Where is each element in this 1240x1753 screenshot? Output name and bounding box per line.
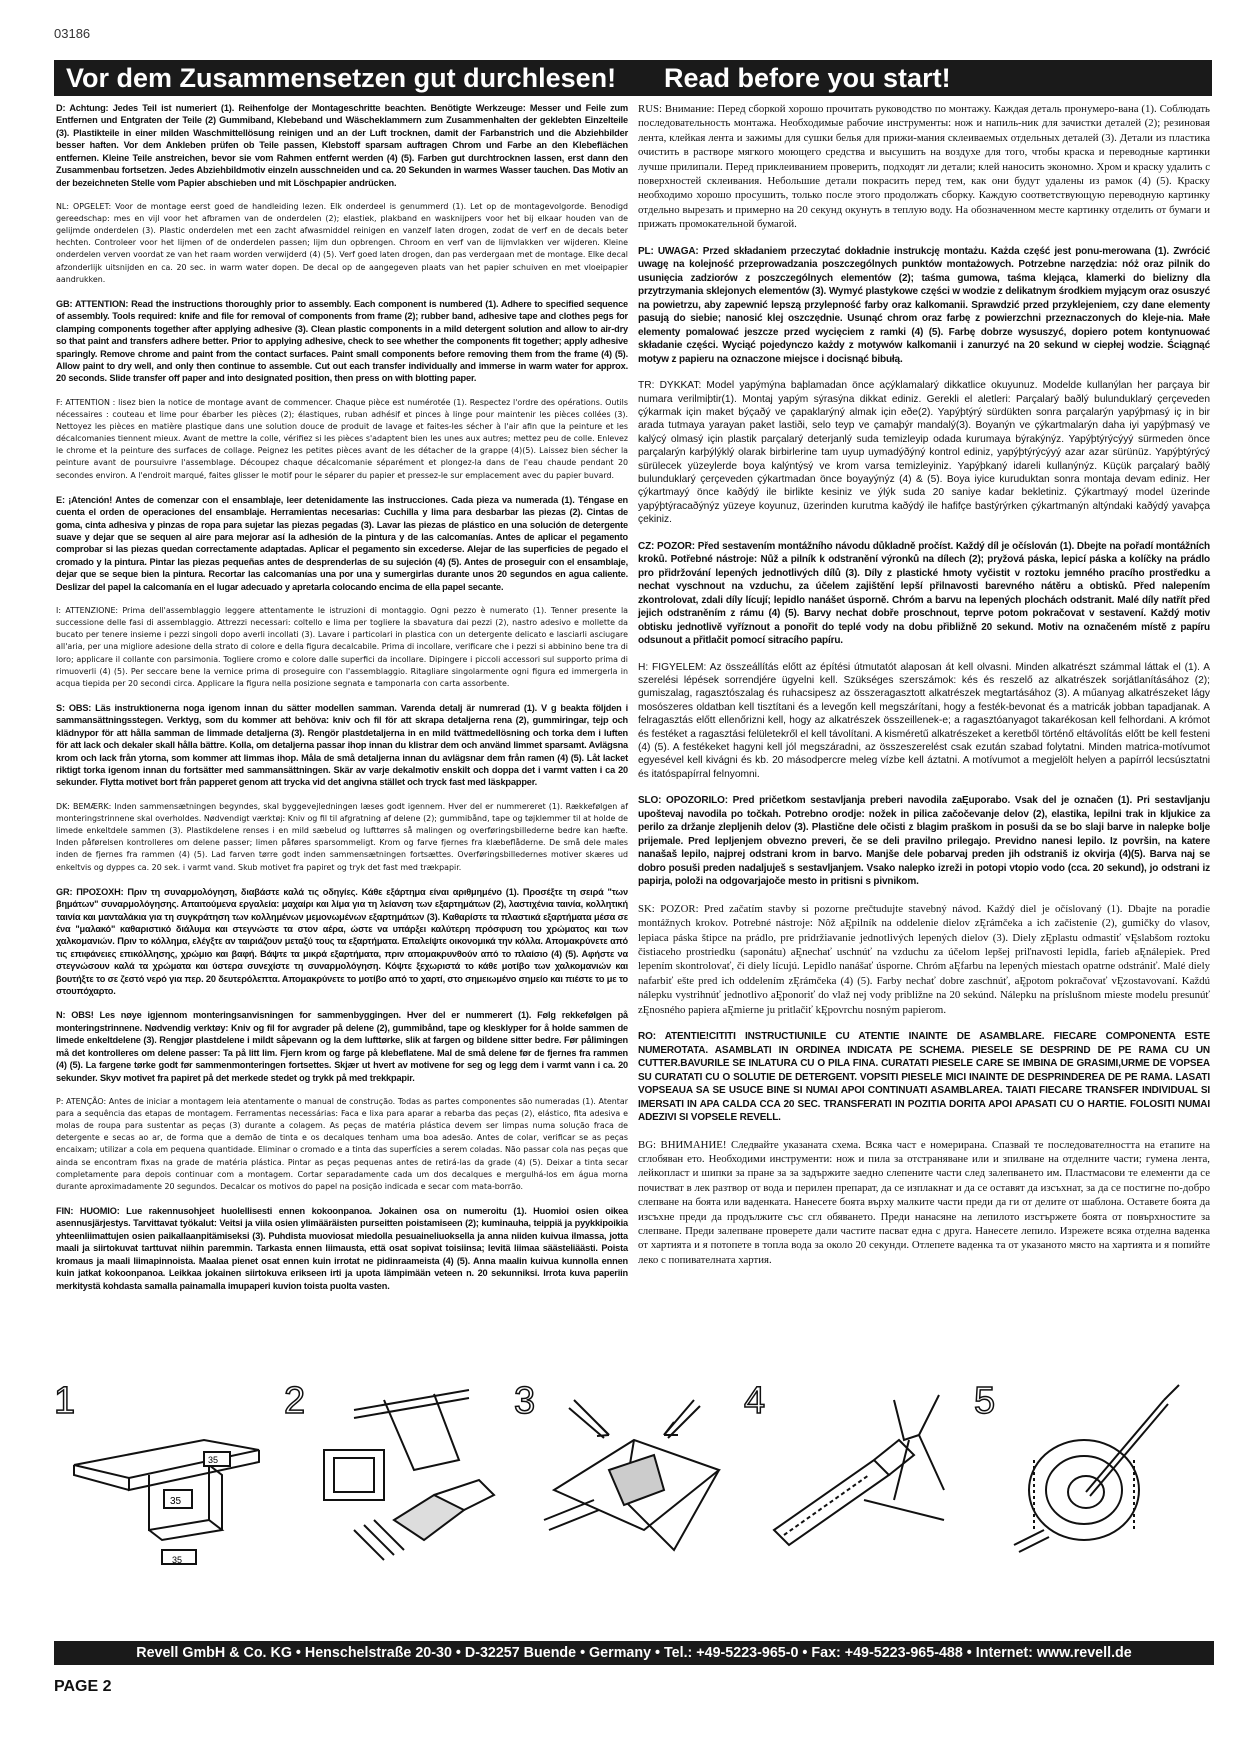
instructions-cz: CZ: POZOR: Před sestavením montážního návodu důkladně pročíst. Každý díl je očíslován (1). Dbejte na pořadí montážních kroků. Potřebné nástroje: Nůž a pilník k odstranění výronků na dílech (2); pryžová páska, lepicí páska a kolíčky na prádlo pro přidržování lepených jednotlivých dílů (3). Díly z plastické hmoty vyčistit v roztoku jemného pracího prostředku a nechat vyschnout na vzduchu, za účelem zajištění lepší přilnavosti barevného nátěru a obtisků. Před nalepením zkontrolovat, zdali díly lícují; lepidlo nanášet úsporně. Chróm a barvu na lepených plochách odstranit. Malé díly natřít před jejich odstraněním z rámu (4) (5). Barvy nechat dobře proschnout, teprve potom pokračovat v sestavení. Každý motiv obtisku jednotlivě vyříznout a ponořit do teplé vody na dobu přibližně 20 sekund. Motiv na označeném místě z papíru odsunout a přitlačit pomocí sitracího papíru. xyxy=(638,540,1210,647)
paint-brush-icon xyxy=(744,1380,964,1565)
step-2 xyxy=(284,1380,484,1560)
instructions-h: H: FIGYELEM: Az összeállítás előtt az építési útmutatót alaposan át kell olvasni. Minden alkatrészt számmal láttak el (1). A szerelési lépések sorrendjére ügyelni kell. Szükséges szerszámok: kés és reszelő az alkatrészek sorjátlanításához (2); gumiszalag, ragasztószalag és ruhacsipesz az összeragasztott alkatrészek megtartásához (3). A műanyag alkatrészeket lágy mosószeres oldatban kell tisztítani és a levegőn kell megszárítani, hogy a festék-bevonat és a matricák jobban tapadjanak. A felragasztás előtt ellenőrizni kell, hogy az alkatrészek összeillenek-e; a ragasztóanyagot takarékosan kell felhordani. A krómot és festéket a ragasztási felületekről el kell távolítani. A kisméretű alkatrészeket a keretből történő eltávolítás előtt be kell festeni (4) (5). A festékeket hagyni kell jól megszáradni, az összeszerelést csak ezután szabad folytatni. Minden matrica-motívumot egyesével kell kivágni és kb. 20 másodpercre meleg vízbe kell áztatni. A motívumot a megjelölt helyen a papírról lecsúsztatni és itatóspapírral felnyomni. xyxy=(638,661,1210,780)
step-number: 2 xyxy=(284,1380,306,1422)
instructions-n: N: OBS! Les nøye igjennom monteringsanvisningen for sammenbyggingen. Hver del er nummerert (1). Følg rekkefølgen på monteringstrinnene. Nødvendig verktøy: Kniv og fil for avgrader på delene (2), gummibånd, tape og klesklyper for å holde sammen de limede enkeltdelene (3). Rengjør plastdelene i mildt såpevann og la dem lufttørke, slik at fargen og bildene sitter bedre. Før pålimingen må det kontrolleres om delene passer: Ta på litt lim. Fjern krom og farge på klebeflatene. Mal de små delene før de fjernes fra rammen (4) (5). La fargene tørke godt før sammenmonteringen fortsettes. Skjær ut hvert av motivene for seg og legg dem i varmt vann i ca. 20 sekunder. Skyv motivet fra papiret på det merkede stedet og trykk på med trekkpapir. xyxy=(56,1010,628,1083)
instructions-gr: GR: ΠΡΟΣΟΧΗ: Πριν τη συναρμολόγηση, διαβάστε καλά τις οδηγίες. Κάθε εξάρτημα είναι αριθμημένο (1). Προσέξτε τη σειρά "των βημάτων" συναρμολόγησης. Απαιτούμενα εργαλεία: μαχαίρι και λίμα για τη λείανση των εξαρτημάτων (2), λαστιχένια ταινία, κολλητική ταινία και μανταλάκια για τη συγκράτηση των κολλημένων μεμονωμένων εξαρτημάτων (3). Καθαρίστε τα πλαστικά εξαρτήματα μέσα σε ένα "μαλακό" καθαριστικό διάλυμα και στεγνώστε τα στον αέρα, ώστε να υπάρξει καλύτερη πρόσφυση του χρώματος και των χαλκομανιών. Πριν το κόλλημα, ελέγξτε αν ταιριάζουν μεταξύ τους τα εξαρτήματα. Επαλείψτε οικονομικά την κόλλα. Απομακρύνετε από τις επιφάνειες επικόλλησης, χρώμιο και βαφή. Βάψτε τα μικρά εξαρτήματα, πριν απομακρυνθούν από το πλαίσιο (4) (5). Αφήστε να στεγνώσουν καλά τα χρώματα και ύστερα συνεχίστε τη συναρμολόγηση. Κόψτε ξεχωριστά το κάθε μοτίβο των χαλκομανιών και βουτήξτε το σε ζεστό νερό για περ. 20 δευτερόλεπτα. Απομακρύνετε το μοτίβο από το χαρτί, στο σημειωμένο σημείο και πιέστε το με το στουπόχαρτο. xyxy=(56,886,628,997)
step-5 xyxy=(974,1380,1174,1560)
step-number: 3 xyxy=(514,1380,536,1422)
brush-painting-icon xyxy=(974,1380,1204,1565)
left-column xyxy=(56,102,628,1304)
instructions-de: D: Achtung: Jedes Teil ist numeriert (1). Reihenfolge der Montageschritte beachten. Benötigte Werkzeuge: Messer und Feile zum Entfernen und Entgraten der Teile (2) Gummiband, Klebeband und Wäscheklammern zum Zusammenhalten der geklebten Einzelteile (3). Plastikteile in einer milden Waschmittellösung reinigen und an der Luft trocknen, damit der Farbanstrich und die Abziehbilder besser haften. Vor dem Ankleben prüfen ob Teile passen, Klebstoff sparsam auftragen Chrom und Farbe an den Klebeflächen entfernen. Kleine Teile anstreichen, bevor sie vom Rahmen entfernt werden (4) (5). Farben gut durchtrocknen lassen, erst dann den Zusammenbau fortsetzen. Jedes Abziehbildmotiv einzeln ausschneiden und ca. 20 Sekunden in warmes Wasser tauchen. Das Motiv an der bezeichneten Stelle vom Papier abschieben und mit Löschpapier andrücken. xyxy=(56,103,628,188)
header-left-title: Vor dem Zusammensetzen gut durchlesen! xyxy=(54,60,654,96)
step-1 xyxy=(54,1380,254,1565)
instructions-sk: SK: POZOR: Pred začatím stavby si pozorne prečtudujte stavebný návod. Každý diel je očíslovaný (1). Dbajte na poradie montážnych krokov. Potrebné nástroje: Nôž aĘpilník na oddelenie dielov zĘrámčeka a ich začistenie (2), gumičky do vlasov, lepiaca páska štipce na prádlo, pre pridržiavanie jednotlivých lepených dielov (3). Diely zĘplastu odmastiť vĘslabšom roztoku čistiaceho prostriedku (saponátu) aĘnechať uschnúť na vzduchu za účelom lepšej priľnavosti lepidla, farieb aĘnálepiek. Pred lepením skontrolovať, či diely lícujú. Lepidlo nanášať úsporne. Chróm aĘfarbu na lepených miestach opatrne odstrániť. Malé diely nafarbiť ešte pred ich oddelením zĘrámčeka (4) (5). Farby nechať dobre zaschnúť, aĘpotom pokračovať vĘzostavovaní. Každú nálepku vystrihnúť jednotlivo aĘponoriť do vlaž nej vody približne na 20 sekúnd. Nálepku na príslušnom mieste modelu presunúť zĘnosného papiera aĘmierne ju pritlačiť kĘpovrchu nosným papierom. xyxy=(638,902,1210,1016)
instructions-gb: GB: ATTENTION: Read the instructions thoroughly prior to assembly. Each component is numbered (1). Adhere to specified sequence of assembly. Tools required: knife and file for removal of components from frame (2); rubber band, adhesive tape and clothes pegs for clamping components together after applying adhesive (3). Clean plastic components in a mild detergent solution and allow to air-dry so that paint and transfers adhere better. Prior to applying adhesive, check to see whether the components fit together; apply adhesive sparingly. Remove chrome and paint from the contact surfaces. Paint small components before removing them from the frame (4) (5). Allow paint to dry well, and only then continue to assemble. Cut out each transfer individually and immerse in warm water for approx. 20 seconds. Slide transfer off paper and into designated position, then press on with blotting paper. xyxy=(56,298,628,384)
instructions-nl: NL: OPGELET: Voor de montage eerst goed de handleiding lezen. Elk onderdeel is genummerd (1). Let op de montagevolgorde. Benodigd gereedschap: mes en vijl voor het afbramen van de onderdelen (2); elastiek, plakband en wasknijpers voor het bij elkaar houden van de gelijmde onderdelen (3). Plastic onderdelen met een zacht afwasmiddel reinigen en vanzelf laten drogen, zodat de verf en de decals beter hechten. Controleer voor het lijmen of de onderdelen passen; lijm dun opbrengen. Chroom en verf van de lijmvlakken ver wijderen. Kleine onderdelen verven voordat ze van het raam worden verwijderd (4) (5). Verf goed laten drogen, dan pas verdergaan met de montage. Elke decal afzonderlijk uitsnijden en ca. 20 sec. in warm water dopen. De decal op de aangegeven plaats van het papier schuiven en met vloeipapier aandrukken. xyxy=(56,201,628,284)
instructions-f: F: ATTENTION : lisez bien la notice de montage avant de commencer. Chaque pièce est numérotée (1). Respectez l'ordre des opérations. Outils nécessaires : couteau et lime pour ébarber les pièces (2); élastiques, ruban adhésif et pinces à linge pour maintenir les pièces collées (3). Nettoyez les pièces en matière plastique dans une solution douce de produit de lavage et faites-les sécher à l'air afin que la peinture et les décalcomanies tiennent mieux. Avant de mettre la colle, vérifiez si les pièces s'adaptent bien les unes aux autres; mettez peu de colle. Enlevez le chrome et la peinture des surfaces de collage. Peignez les petites pièces avant de les détacher de la grappe (4)(5). Laissez bien sécher la peinture avant de poursuivre l'assemblage. Découpez chaque décalcomanie séparément et plongez-la dans de l'eau chaude pendant 20 secondes environ. A l'endroit marqué, faites glisser le motif pour le séparer du papier et pressez-le sur emplacement avec du papier buvard. xyxy=(56,397,628,480)
right-column xyxy=(638,102,1210,1280)
instructions-dk: DK: BEMÆRK: Inden sammensætningen begyndes, skal byggevejledningen læses godt igennem. Hver del er nummereret (1). Rækkefølgen af monteringstrinnene skal overholdes. Nødvendigt værktøj: Kniv og fil til afgratning af delene (2); gummibånd, tape og tøjklemmer til at holde de limede enkeltdele sammen (3). Plastikdelene renses i en mild sæbelud og lufttørres så malingen og overføringsbillederne bedre kan hæfte. Inden påførelsen kontrolleres om delene passer; limen påføres sparsommeligt. Krom og farve fjernes fra klæbeflåderne. De små dele males inden de fjernes fra rammen (4) (5). Lad farven tørre godt inden sammensætningen fortsættes. Overføringsbilledernes motiver skæres ud enkeltvis og dyppes ca. 20 sek. i varmt vand. Skub motivet fra papiret og tryk det fast med trækpapir. xyxy=(56,801,628,872)
instructions-slo: SLO: OPOZORILO: Pred pričetkom sestavljanja preberi navodila zaĘuporabo. Vsak del je označen (1). Pri sestavljanju upoštevaj navodila po točkah. Potrebno orodje: nožek in pilica začočevanje delov (2), elastika, lepilni trak in kljukice za perilo za držanje zlepljenih delov (3). Plastične dele očisti z blagim praškom in posuši da se bo slaji barve in nalepke bolje prijemale. Pred lepljenjem obvezno preveri, če se deli pravilno prilegajo. Previdno nanesi lepilo. Iz površin, na katere nanašaš lepilo, najprej odstrani krom in barvo. Manjše dele pobarvaj preden jih odstraniš iz okvirja (4)(5). Barva naj se dobro posuši preden nadaljuješ s sestavljanjem. Vsako nalepko izreži in potopi vtopio vodo (cca. 20 sekund), jo odstrani iz papirja, položi na odgovarjajoče mesto in pritisni s pivnikom. xyxy=(638,795,1210,888)
instructions-ro: RO: ATENTIE!CITITI INSTRUCTIUNILE CU ATENTIE INAINTE DE ASAMBLARE. FIECARE COMPONENTA ESTE NUMEROTATA. ASAMBLATI IN ORDINEA INDICATA PE SCHEMA. PIESELE SE DESPRIND DE PE RAMA CU UN CUTTER.BAVURILE SE INLATURA CU O PILA FINA. CURATATI PIESELE CARE SE IMBINA DE GRASIMI,URME DE VOPSEA SU CURATATI CU O SOLUTIE DE DETERGENT. VOPSITI PIESELE MICI INAINTE DE DESPRINDEREA DE PE RAMA. LASATI VOPSEAUA SA SE USUCE BINE SI NUMAI APOI CONTINUATI ASAMBLAREA. TAIATI FIECARE TRANSFER INDIVIDUAL SI IMERSATI IN APA CALDA CCA 20 SEC. TRANSFERATI IN POZITIA DORITA APOI APASATI CU O HARTIE. FOLOSITI NUMAI ADEZIVI SI VOPSELE REVELL. xyxy=(638,1031,1210,1124)
company-footer: Revell GmbH & Co. KG • Henschelstraße 20-30 • D-32257 Buende • Germany • Tel.: +49-5223-965-0 • Fax: +49-5223-965-488 • Internet: www.revell.de xyxy=(54,1641,1214,1665)
instructions-i: I: ATTENZIONE: Prima dell'assemblaggio leggere attentamente le istruzioni di montaggio. Ogni pezzo è numerato (1). Tenner presente la successione delle fasi di assemblaggio. Attrezzi necessari: coltello e lima per togliere la sbavatura dai pezzi (2), nastro adesivo e mollette da bucato per tenere insieme i pezzi singoli dopo averli incollati (3). Lavare i particolari in plastica con un detergente delicato e lasciarli asciugare all'aria, per una migliore adesione della strato di colore e della figura decalcabile. Prima di incollare, verificare che i pezzi si abbinino bene tra di loro; applicare il collante con parsimonia. Togliere cromo e colore dalle superfici da incollare. Dipingere i piccoli accessori sul supporto prima di rimuoverli (4) (5). Per seccare bene la vernice prima di proseguire con l'assemblaggio. Ritagliare singolarmente ogni figura ed immergerla in acqua tiepida per 20 secondi circa. Applicare la figura nella posizione segnata e tamponarla con carta assorbente. xyxy=(56,606,628,688)
knife-icon xyxy=(284,1380,504,1565)
header-right-title: Read before you start! xyxy=(652,60,1212,96)
numbered-part-illustration xyxy=(54,1380,274,1565)
clamp-icon xyxy=(514,1380,734,1565)
step-illustrations xyxy=(54,1380,1214,1570)
document-code: 03186 xyxy=(54,26,91,41)
instructions-e: E: ¡Atención! Antes de comenzar con el ensamblaje, leer detenidamente las instrucciones. Cada pieza va numerada (1). Téngase en cuenta el orden de operaciones del ensamblaje. Herramientas necesarias: Cuchilla y lima para desbarbar las piezas (2). Cintas de goma, cinta adhesiva y pinzas de ropa para sujetar las piezas pegadas (3). Lavar las piezas de plástico en una solución de detergente suave y dejar que se sequen al aire para mejorar así la adhesión de la pintura y de las calcomanías. Antes de aplicar el pegamento comprobar si las piezas quedan correctamente adaptadas. Aplicar el pegamento sin excederse. Alejar de las superficies de pegado el cromado y la pintura. Pintar las piezas pequeñas antes de desprenderlas de su sujeción (4) (5). Antes de proseguir con el ensamblaje, dejar que se seque bien la pintura. Recortar las calcomanías una por una y sumergirlas durante unos 20 segundos en agua caliente. Deslizar del papel la calcomanía en el lugar adecuado y apretarla colocando encima de ella papel secante. xyxy=(56,494,628,592)
instructions-bg: BG: ВНИМАНИЕ! Следвайте указаната схема. Всяка част е номерирана. Спазвай те последователността на етапите на сглобяван ето. Необходими инструменти: нож и пила за отстраняване или и зпилване на отделните части; гумена лента, лейкопласт и шипки за пране за за задържите заедно слепените части след залепването им. Пластмасови те елементи да се почистват в лек разтвор от вода и перилен препарат, да се изплакнат и да се оставят да изсъхнат, за да се постигне по-добро слепване на боята или ваденката. Нанесете боята върху малките части преди да ги от делите от шаблона. Оставете боята да изсъхне преди да продължите със сгл обяването. Преди нанасяне на лепилото изстържете боята от повърхностите за слепване. Преди залепване проверете дали частите пасват една с друга. Нанесете лепило. Изрежете всяка отделна ваденка от хартията и я потопете в топла вода за около 20 секунди. Отлепете ваденка та от указаното място на хартията и я попийте леко с попивателната хартия. xyxy=(638,1138,1210,1266)
page-number: PAGE 2 xyxy=(54,1678,112,1695)
part-number-label: 35 xyxy=(208,1455,219,1465)
part-number-label: 35 xyxy=(170,1496,182,1507)
step-4 xyxy=(744,1380,944,1560)
instructions-pl: PL: UWAGA: Przed składaniem przeczytać dokładnie instrukcję montażu. Każda część jest ponu-merowana (1). Zwrócić uwagę na kolejność przeprowadzania poszczególnych punktów montażowych. Potrzebne narzędzia: nóż oraz pilnik do usunięcia zadziorów z poszczególnych elementów (2); taśma gumowa, taśma klejąca, klamerki do bielizny dla przytrzymania sklejonych elementów (3). Wymyć plastykowe części w wodzie z delikatnym środkiem myjącym oraz osuszyć na powietrzu, aby zapewnić lepszą przylepność farby oraz kalkomanii. Sprawdzić przed przyklejeniem, czy dane elementy pasują do siebie; nanosić klej oszczędnie. Usunąć chrom oraz farbę z powierzchni przeznaczonych do kleje-nia. Małe elementy pomalować jeszcze przed wycięciem z ramki (4) (5). Farbę dobrze wysuszyć, dopiero potem kontynuować składanie części. Wyciąć pojedynczo każdy z motywów kalkomanii i zanurzyć na 20 sekund w ciepłej wodzie. Ściągnąć motyw z papieru na oznaczone miejsce i docisnąć bibułą. xyxy=(638,245,1210,365)
step-number: 5 xyxy=(974,1380,996,1422)
instructions-fin: FIN: HUOMIO: Lue rakennusohjeet huolellisesti ennen kokoonpanoa. Jokainen osa on numeroitu (1). Huomioi osien oikea asennusjärjestys. Tarvittavat työkalut: Veitsi ja viila osien ylimääräisten purseitten poistamiseen (2); kuminauha, teippiä ja pyykkipoikia yhteenliimattujen osien paikallaanpitämiseksi (3). Puhdista muoviosat miedolla pesuaineliuoksella ja anna niiden kuivua ilmassa, jotta maali ja siirtokuvat tarttuvat niihin paremmin. Tarkasta ennen liimausta, että osat sopivat toisiinsa; levitä liimaa säästeliäästi. Poista kromaus ja maali liimapinnoista. Maalaa pienet osat ennen kuin irrotat ne pidinraameista (4) (5). Anna maalin kuivua kunnolla ennen kuin jatkat kokoonpanoa. Leikkaa jokainen siirtokuva erikseen irti ja upota lämpimään veteen n. 20 sekunniksi. Irrota kuva paperiin merkitystä kohdasta samalla painamalla imupaperi kuvion toista puolta vasten. xyxy=(56,1205,628,1291)
step-number: 1 xyxy=(54,1380,76,1422)
step-number: 4 xyxy=(744,1380,766,1422)
part-number-label: 35 xyxy=(172,1555,183,1565)
instructions-rus: RUS: Внимание: Перед сборкой хорошо прочитать руководство по монтажу. Каждая деталь пронумеро-вана (1). Соблюдать последовательность монтажа. Необходимые рабочие инструменты: нож и напиль-ник для зачистки деталей (2); резиновая лента, клейкая лента и зажимы для сушки белья для прижи-мания склеиваемых отдельных деталей (3). Детали из пластика очистить в растворе мягкого моющего средства и высушить на воздухе для того, чтобы краска и переводные картинки лучше прилипали. Перед приклеиванием проверить, подходят ли детали; клей наносить экономно. Хром и краску удалить с поверхностей склеивания. Небольшие детали покрасить перед тем, как они будут удалены из рамок (4) (5). Краску необходимо хорошо просушить, только после этого продолжать сборку. Каждую соответствующую переводную картинку отдельно вырезать и примерно на 20 секунд окунуть в теплую воду. На обозначенном месте картинку отделить от бумаги и прижать промокательной бумагой. xyxy=(638,103,1210,231)
step-3 xyxy=(514,1380,714,1560)
instructions-p: P: ATENÇÃO: Antes de iniciar a montagem leia atentamente o manual de construção. Todas as partes componentes são numeradas (1). Atentar para a sequência das etapas de montagem. Ferramentas necessárias: Faca e lixa para aparar a rebarba das peças (2), elástico, fita adesiva e molas de roupa para sustentar as peças (3) durante a colagem. As peças de matéria plástica devem ser limpas numa solução fraca de detergente e secas ao ar, de forma que a demão de tinta e os decalques tenham uma boa adesão. Antes de colar, verificar se as peças encaixam; utilizar a cola em pequena quantidade. Eliminar o cromado e a tinta das superfícies a serem coladas. Não passar cola nas peças que ainda se encontram fixas na grade de matéria plástica. Pintar as peças pequenas antes de retirá-las da grade (4) (5). Deixar a tinta secar completamente para depois continuar com a montagem. Cortar separadamente cada um dos decalques e mergulhá-los em água morna durante aproximadamente 20 segundos. Decalcar os motivos do papel na posição indicada e secar com mata-borrão. xyxy=(56,1096,628,1191)
instructions-s: S: OBS: Läs instruktionerna noga igenom innan du sätter modellen samman. Varenda detalj är numrerad (1). V g beakta följden i sammansättningsstegen. Verktyg, som du kommer att behöva: kniv och fil för att skrapa detaljerna rena (2), gummiringar, tejp och klädnypor för att hålla samman de limmade detaljerna (3). Rengör plastdetaljerna in en mild tvättmedellösning och torka dem i luften för att lack och dekaler skall hålla bättre. Kolla, om detaljerna passar ihop innan du klistrar dem och använd limmet sparsamt. Avlägsna krom och lack från ytorna, som kommer att limmas ihop. Måla de små detaljerna innan du avlägsnar dem från ramen (4) (5). Låt lacket riktigt torka igenom innan du fortsätter med sammansättningen. Skär av varje dekalmotiv enskilt och doppa det i varmt vatten i ca 20 sekunder. Flytta motivet bort från papperet genom att trycka vid det angivna stället och tryck fast med läskpapper. xyxy=(56,702,628,788)
instructions-tr: TR: DYKKAT: Model yapýmýna baþlamadan önce açýklamalarý dikkatlice okuyunuz. Modelde kullanýlan her parçaya bir numara verilmiþtir(1). Montaj yapým sýrasýna dikkat ediniz. Gerekli el aletleri: Parçalarý baðlý bulunduklarý çerçeveden çýkarmak için maket býçaðý ve çapaklarýný almak için eðe(2). Yapýþtýrý sürdükten sonra parçalarýn yapýþmasý iç in bir arada tutmaya yarayan paket lastiði, selo teyp ve çamaþýr mandalý(3). Boyanýn ve çýkartmalarýn daha iyi yapýþmasý ve kalýcý olmasý için plastik parçalarý deterjanlý suda temizleyip odada kurumaya býrakýnýz. Yapýþtýrýcýyý sürmeden önce parçalarýn karþýlýklý olarak birbirlerine tam uyup uymadýðýný kontrol ediniz, yapýþtýrýcýyý azar azar sürünüz. Yapýþtýrýcý sürülecek yüzeylerde boya kalýntýsý ve krom varsa temizleyiniz. Yapýþkaný idareli kullanýnýz. Küçük parçalarý baðlý bulunduklarý çerçeveden çýkartmadan önce boyayýnýz (4) & (5). Boya iyice kuruduktan sonra montaja devam ediniz. Her çýkartmayý önce kaðýdý ile birlikte kesiniz ve ýlýk suda 20 saniye kadar bekletiniz. Çýkartmayý model üzerinde yapýþtýracaðýnýz yüzeye koyunuz, üzerinden kurutma kaðýdý ile hafifçe bastýrýrken çýkartmanýn altýndaki kaðýdý yavaþça çekiniz. xyxy=(638,380,1210,526)
